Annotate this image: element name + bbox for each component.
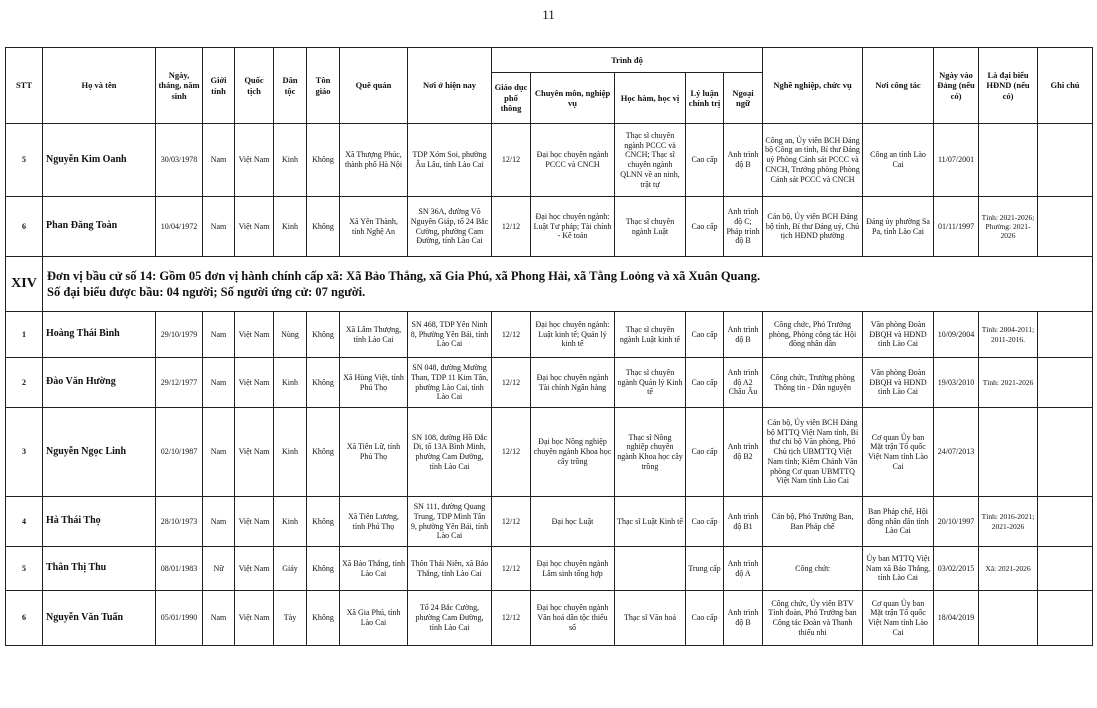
- table-row: [6, 197, 1093, 257]
- header-council: Là đại biểu HĐND (nếu có): [979, 48, 1038, 124]
- cell-academic: Thạc sĩ chuyên ngành PCCC và CNCH; Thạc sĩ chuyên ngành QLNN về an ninh, trật tự: [615, 124, 686, 197]
- cell-gender: Nam: [203, 312, 235, 358]
- cell-nationality: Việt Nam: [235, 124, 274, 197]
- cell-workplace: Văn phòng Đoàn ĐBQH và HĐND tỉnh Lào Cai: [863, 358, 934, 408]
- cell-political: Cao cấp: [686, 312, 724, 358]
- cell-note: [1038, 591, 1093, 646]
- cell-workplace: Cơ quan Ủy ban Mặt trận Tổ quốc Việt Nam tỉnh Lào Cai: [863, 591, 934, 646]
- cell-dob: 29/10/1979: [156, 312, 203, 358]
- cell-occupation: Công chức, Ủy viên BTV Tỉnh đoàn, Phó Trưởng ban Công tác Đoàn và Thanh thiếu nhi: [763, 591, 863, 646]
- cell-occupation: Cán bộ, Phó Trưởng Ban, Ban Pháp chế: [763, 497, 863, 547]
- cell-gender: Nam: [203, 497, 235, 547]
- cell-party-date: 19/03/2010: [934, 358, 979, 408]
- header-language: Ngoại ngữ: [724, 73, 763, 124]
- cell-note: [1038, 497, 1093, 547]
- section-number: XIV: [6, 257, 43, 312]
- cell-residence: SN 108, đường Hồ Đắc Di, tổ 13A Bình Minh, phường Cam Đường, tỉnh Lào Cai: [408, 408, 492, 497]
- cell-hometown: Xã Thượng Phúc, thành phố Hà Nội: [340, 124, 408, 197]
- cell-specialty: Đại học chuyên ngành Lâm sinh tổng hợp: [531, 547, 615, 591]
- cell-stt: 6: [6, 197, 43, 257]
- table-row: [6, 497, 1093, 547]
- cell-ethnicity: Giáy: [274, 547, 307, 591]
- cell-general-edu: 12/12: [492, 124, 531, 197]
- header-specialty: Chuyên môn, nghiệp vụ: [531, 73, 615, 124]
- cell-general-edu: 12/12: [492, 547, 531, 591]
- cell-religion: Không: [307, 124, 340, 197]
- cell-occupation: Công chức: [763, 547, 863, 591]
- header-nationality: Quốc tịch: [235, 48, 274, 124]
- cell-religion: Không: [307, 547, 340, 591]
- cell-gender: Nam: [203, 408, 235, 497]
- table-row: [6, 591, 1093, 646]
- cell-nationality: Việt Nam: [235, 591, 274, 646]
- cell-academic: Thạc sĩ Luật Kinh tế: [615, 497, 686, 547]
- cell-council: [979, 408, 1038, 497]
- cell-occupation: Cán bộ, Ủy viên BCH Đảng bộ MTTQ Việt Nam tỉnh, Bí thư chi bộ Văn phòng, Phó Chủ tịch UBMTTQ Việt Nam tỉnh; Kiêm Chánh Văn phòng Cơ quan UBMTTQ Việt Nam tỉnh Lào Cai: [763, 408, 863, 497]
- cell-academic: [615, 547, 686, 591]
- cell-hometown: Xã Lâm Thượng, tỉnh Lào Cai: [340, 312, 408, 358]
- candidate-table: [5, 47, 1093, 646]
- cell-dob: 28/10/1973: [156, 497, 203, 547]
- cell-occupation: Công an, Ủy viên BCH Đảng bộ Công an tỉnh, Bí thư Đảng uỷ Phòng Cảnh sát PCCC và CNCH, Trưởng phòng Phòng Cảnh sát PCCC và CNCH: [763, 124, 863, 197]
- header-dob: Ngày, tháng, năm sinh: [156, 48, 203, 124]
- cell-note: [1038, 197, 1093, 257]
- cell-specialty: Đại học chuyên ngành Văn hoá dân tộc thiểu số: [531, 591, 615, 646]
- cell-note: [1038, 124, 1093, 197]
- cell-hometown: Xã Gia Phú, tỉnh Lào Cai: [340, 591, 408, 646]
- cell-general-edu: 12/12: [492, 591, 531, 646]
- cell-gender: Nam: [203, 124, 235, 197]
- cell-name: Đào Văn Hường: [43, 358, 156, 408]
- cell-residence: Tổ 24 Bắc Cường, phường Cam Đường, tỉnh Lào Cai: [408, 591, 492, 646]
- section-line-2: Số đại biểu được bầu: 04 người; Số người ứng cử: 07 người.: [47, 285, 366, 299]
- cell-academic: Thạc sĩ chuyên ngành Luật kinh tế: [615, 312, 686, 358]
- cell-ethnicity: Kinh: [274, 358, 307, 408]
- cell-language: Anh trình độ A2 Châu Âu: [724, 358, 763, 408]
- table-row: [6, 408, 1093, 497]
- cell-workplace: Cơ quan Ủy ban Mặt trận Tổ quốc Việt Nam tỉnh Lào Cai: [863, 408, 934, 497]
- cell-dob: 10/04/1972: [156, 197, 203, 257]
- cell-nationality: Việt Nam: [235, 547, 274, 591]
- header-occupation: Nghề nghiệp, chức vụ: [763, 48, 863, 124]
- cell-ethnicity: Kinh: [274, 124, 307, 197]
- cell-academic: Thạc sĩ Văn hoá: [615, 591, 686, 646]
- cell-language: Anh trình độ B2: [724, 408, 763, 497]
- header-note: Ghi chú: [1038, 48, 1093, 124]
- header-workplace: Nơi công tác: [863, 48, 934, 124]
- cell-general-edu: 12/12: [492, 358, 531, 408]
- cell-specialty: Đại học Luật: [531, 497, 615, 547]
- cell-residence: SN 36A, đường Võ Nguyên Giáp, tổ 24 Bắc Cường, phường Cam Đường, tỉnh Lào Cai: [408, 197, 492, 257]
- cell-political: Cao cấp: [686, 408, 724, 497]
- cell-dob: 30/03/1978: [156, 124, 203, 197]
- cell-nationality: Việt Nam: [235, 497, 274, 547]
- cell-specialty: Đại học chuyên ngành: Luật kinh tế; Quản lý kinh tế: [531, 312, 615, 358]
- cell-residence: SN 468, TDP Yên Ninh 8, Phường Yên Bái, tỉnh Lào Cai: [408, 312, 492, 358]
- cell-workplace: Ủy ban MTTQ Việt Nam xã Bảo Thắng, tỉnh Lào Cai: [863, 547, 934, 591]
- cell-stt: 4: [6, 497, 43, 547]
- cell-hometown: Xã Tiên Lương, tỉnh Phú Thọ: [340, 497, 408, 547]
- cell-gender: Nam: [203, 591, 235, 646]
- cell-specialty: Đại học chuyên ngành Tài chính Ngân hàng: [531, 358, 615, 408]
- section-row: [6, 257, 1093, 312]
- cell-language: Anh trình độ A: [724, 547, 763, 591]
- cell-workplace: Văn phòng Đoàn ĐBQH và HĐND tỉnh Lào Cai: [863, 312, 934, 358]
- cell-council: [979, 591, 1038, 646]
- cell-stt: 2: [6, 358, 43, 408]
- cell-party-date: 11/07/2001: [934, 124, 979, 197]
- cell-specialty: Đại học chuyên ngành PCCC và CNCH: [531, 124, 615, 197]
- cell-party-date: 03/02/2015: [934, 547, 979, 591]
- cell-religion: Không: [307, 358, 340, 408]
- cell-dob: 02/10/1987: [156, 408, 203, 497]
- cell-academic: Thạc sĩ chuyên ngành Quản lý Kinh tế: [615, 358, 686, 408]
- cell-nationality: Việt Nam: [235, 197, 274, 257]
- cell-party-date: 10/09/2004: [934, 312, 979, 358]
- cell-political: Cao cấp: [686, 591, 724, 646]
- table-row: [6, 547, 1093, 591]
- cell-note: [1038, 408, 1093, 497]
- cell-gender: Nam: [203, 358, 235, 408]
- cell-nationality: Việt Nam: [235, 312, 274, 358]
- cell-language: Anh trình độ B: [724, 124, 763, 197]
- cell-dob: 29/12/1977: [156, 358, 203, 408]
- cell-nationality: Việt Nam: [235, 358, 274, 408]
- cell-party-date: 18/04/2019: [934, 591, 979, 646]
- table-row: [6, 358, 1093, 408]
- cell-residence: SN 048, đường Mường Than, TDP 11 Kim Tân, phường Lào Cai, tỉnh Lào Cai: [408, 358, 492, 408]
- cell-occupation: Cán bộ, Ủy viên BCH Đảng bộ tỉnh, Bí thư Đảng uỷ, Chủ tịch HĐND phường: [763, 197, 863, 257]
- cell-dob: 05/01/1990: [156, 591, 203, 646]
- cell-workplace: Ban Pháp chế, Hội đồng nhân dân tỉnh Lào Cai: [863, 497, 934, 547]
- cell-hometown: Xã Tiên Lữ, tỉnh Phú Thọ: [340, 408, 408, 497]
- header-education-group: Trình độ: [492, 48, 763, 73]
- cell-stt: 3: [6, 408, 43, 497]
- cell-language: Anh trình độ C; Pháp trình độ B: [724, 197, 763, 257]
- table-row: [6, 312, 1093, 358]
- cell-specialty: Đại học Nông nghiệp chuyên ngành Khoa học cây trồng: [531, 408, 615, 497]
- cell-ethnicity: Tày: [274, 591, 307, 646]
- cell-residence: TDP Xóm Soi, phường Âu Lâu, tỉnh Lào Cai: [408, 124, 492, 197]
- cell-religion: Không: [307, 312, 340, 358]
- cell-hometown: Xã Bảo Thắng, tỉnh Lào Cai: [340, 547, 408, 591]
- cell-party-date: 20/10/1997: [934, 497, 979, 547]
- cell-note: [1038, 358, 1093, 408]
- cell-dob: 08/01/1983: [156, 547, 203, 591]
- section-title: [43, 257, 1093, 312]
- cell-name: Nguyễn Kim Oanh: [43, 124, 156, 197]
- cell-residence: SN 111, đường Quang Trung, TDP Minh Tân 9, phường Yên Bái, tỉnh Lào Cai: [408, 497, 492, 547]
- cell-name: Hoàng Thái Bình: [43, 312, 156, 358]
- cell-note: [1038, 312, 1093, 358]
- cell-council: Tỉnh: 2016-2021; 2021-2026: [979, 497, 1038, 547]
- header-ethnicity: Dân tộc: [274, 48, 307, 124]
- header-hometown: Quê quán: [340, 48, 408, 124]
- header-religion: Tôn giáo: [307, 48, 340, 124]
- cell-stt: 5: [6, 547, 43, 591]
- cell-specialty: Đại học chuyên ngành: Luật Tư pháp; Tài chính - Kế toán: [531, 197, 615, 257]
- cell-religion: Không: [307, 591, 340, 646]
- cell-academic: Thạc sĩ Nông nghiệp chuyên ngành Khoa học cây trồng: [615, 408, 686, 497]
- cell-council: Tỉnh: 2021-2026; Phường: 2021-2026: [979, 197, 1038, 257]
- cell-political: Trung cấp: [686, 547, 724, 591]
- cell-party-date: 24/07/2013: [934, 408, 979, 497]
- header-academic: Học hàm, học vị: [615, 73, 686, 124]
- cell-ethnicity: Kinh: [274, 497, 307, 547]
- cell-ethnicity: Nùng: [274, 312, 307, 358]
- header-political: Lý luận chính trị: [686, 73, 724, 124]
- header-general-edu: Giáo dục phổ thông: [492, 73, 531, 124]
- cell-council: Xã: 2021-2026: [979, 547, 1038, 591]
- cell-name: Nguyễn Văn Tuấn: [43, 591, 156, 646]
- cell-political: Cao cấp: [686, 124, 724, 197]
- cell-name: Hà Thái Thọ: [43, 497, 156, 547]
- cell-religion: Không: [307, 408, 340, 497]
- cell-religion: Không: [307, 197, 340, 257]
- cell-language: Anh trình độ B: [724, 312, 763, 358]
- cell-general-edu: 12/12: [492, 408, 531, 497]
- cell-stt: 6: [6, 591, 43, 646]
- cell-general-edu: 12/12: [492, 497, 531, 547]
- cell-stt: 5: [6, 124, 43, 197]
- cell-ethnicity: Kinh: [274, 197, 307, 257]
- cell-occupation: Công chức, Trưởng phòng Thông tin - Dân nguyện: [763, 358, 863, 408]
- cell-stt: 1: [6, 312, 43, 358]
- header-residence: Nơi ở hiện nay: [408, 48, 492, 124]
- cell-workplace: Công an tỉnh Lào Cai: [863, 124, 934, 197]
- cell-hometown: Xã Hùng Việt, tỉnh Phú Thọ: [340, 358, 408, 408]
- cell-name: Thân Thị Thu: [43, 547, 156, 591]
- cell-general-edu: 12/12: [492, 312, 531, 358]
- table-row: [6, 124, 1093, 197]
- cell-name: Phan Đăng Toàn: [43, 197, 156, 257]
- cell-council: Tỉnh: 2021-2026: [979, 358, 1038, 408]
- cell-residence: Thôn Thái Niên, xã Bảo Thắng, tỉnh Lào Cai: [408, 547, 492, 591]
- cell-religion: Không: [307, 497, 340, 547]
- cell-workplace: Đảng ủy phường Sa Pa, tỉnh Lào Cai: [863, 197, 934, 257]
- section-line-1: Đơn vị bầu cử số 14: Gồm 05 đơn vị hành chính cấp xã: Xã Bảo Thắng, xã Gia Phú, xã Phong Hải, xã Tằng Loỏng và xã Xuân Quang.: [47, 268, 761, 283]
- cell-general-edu: 12/12: [492, 197, 531, 257]
- cell-language: Anh trình độ B: [724, 591, 763, 646]
- header-name: Họ và tên: [43, 48, 156, 124]
- cell-council: Tỉnh: 2004-2011; 2011-2016.: [979, 312, 1038, 358]
- header-party-date: Ngày vào Đảng (nếu có): [934, 48, 979, 124]
- page-number: 11: [542, 7, 555, 22]
- cell-political: Cao cấp: [686, 497, 724, 547]
- cell-party-date: 01/11/1997: [934, 197, 979, 257]
- cell-occupation: Công chức, Phó Trưởng phòng, Phòng công tác Hội đồng nhân dân: [763, 312, 863, 358]
- cell-academic: Thạc sĩ chuyên ngành Luật: [615, 197, 686, 257]
- cell-note: [1038, 547, 1093, 591]
- cell-name: Nguyễn Ngọc Linh: [43, 408, 156, 497]
- header-stt: STT: [6, 48, 43, 124]
- cell-hometown: Xã Yên Thành, tỉnh Nghệ An: [340, 197, 408, 257]
- cell-gender: Nam: [203, 197, 235, 257]
- cell-council: [979, 124, 1038, 197]
- header-gender: Giới tính: [203, 48, 235, 124]
- cell-nationality: Việt Nam: [235, 408, 274, 497]
- cell-ethnicity: Kinh: [274, 408, 307, 497]
- cell-political: Cao cấp: [686, 197, 724, 257]
- cell-political: Cao cấp: [686, 358, 724, 408]
- cell-language: Anh trình độ B1: [724, 497, 763, 547]
- cell-gender: Nữ: [203, 547, 235, 591]
